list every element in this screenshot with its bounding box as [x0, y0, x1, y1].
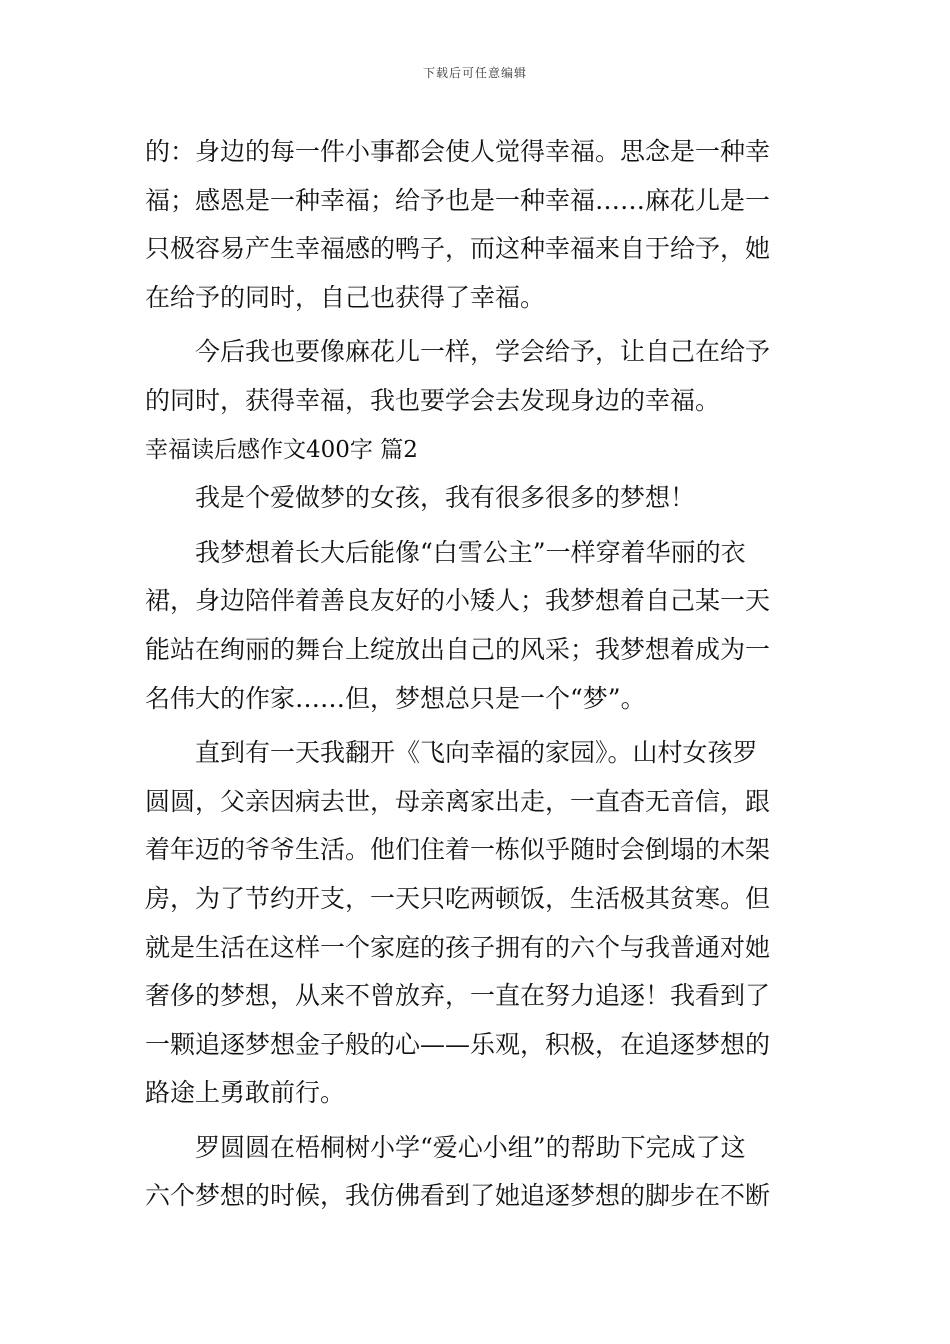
text-line: 裙，身边陪伴着善良友好的小矮人；我梦想着自己某一天	[145, 586, 771, 616]
text-line: 罗圆圆在梧桐树小学“爱心小组”的帮助下完成了这	[195, 1132, 746, 1162]
section-heading: 幸福读后感作文400字 篇2	[145, 436, 418, 463]
text-line: 能站在绚丽的舞台上绽放出自己的风采；我梦想着成为一	[145, 634, 771, 664]
document-body	[145, 128, 810, 1221]
text-line: 着年迈的爷爷生活。他们住着一栋似乎随时会倒塌的木架	[145, 835, 771, 865]
text-line: 今后我也要像麻花儿一样，学会给予，让自己在给予	[195, 337, 771, 367]
text-line: 六个梦想的时候，我仿佛看到了她追逐梦想的脚步在不断	[145, 1181, 771, 1211]
text-line: 只极容易产生幸福感的鸭子，而这种幸福来自于给予，她	[145, 234, 771, 264]
text-line: 名伟大的作家……但，梦想总只是一个“梦”。	[145, 683, 646, 713]
text-line: 的同时，获得幸福，我也要学会去发现身边的幸福。	[145, 385, 721, 415]
page-header: 下载后可任意编辑	[422, 66, 527, 80]
text-line: 圆圆，父亲因病去世，母亲离家出走，一直杳无音信，跟	[145, 786, 771, 816]
text-line: 我是个爱做梦的女孩，我有很多很多的梦想！	[195, 483, 696, 513]
text-line: 福；感恩是一种幸福；给予也是一种幸福……麻花儿是一	[145, 185, 771, 215]
text-line: 的：身边的每一件小事都会使人觉得幸福。思念是一种幸	[145, 137, 771, 166]
text-line: 就是生活在这样一个家庭的孩子拥有的六个与我普通对她	[145, 932, 771, 962]
text-line: 我梦想着长大后能像“白雪公主”一样穿着华丽的衣	[195, 537, 746, 567]
text-line: 直到有一天我翻开《飞向幸福的家园》。山村女孩罗	[195, 738, 758, 768]
text-line: 房，为了节约开支，一天只吃两顿饭，生活极其贫寒。但	[145, 883, 771, 913]
text-line: 在给予的同时，自己也获得了幸福。	[145, 282, 546, 312]
text-line: 奢侈的梦想，从来不曾放弃，一直在努力追逐！我看到了	[145, 981, 771, 1011]
text-line: 一颗追逐梦想金子般的心——乐观，积极，在追逐梦想的	[145, 1029, 771, 1059]
text-line: 路途上勇敢前行。	[145, 1078, 346, 1108]
